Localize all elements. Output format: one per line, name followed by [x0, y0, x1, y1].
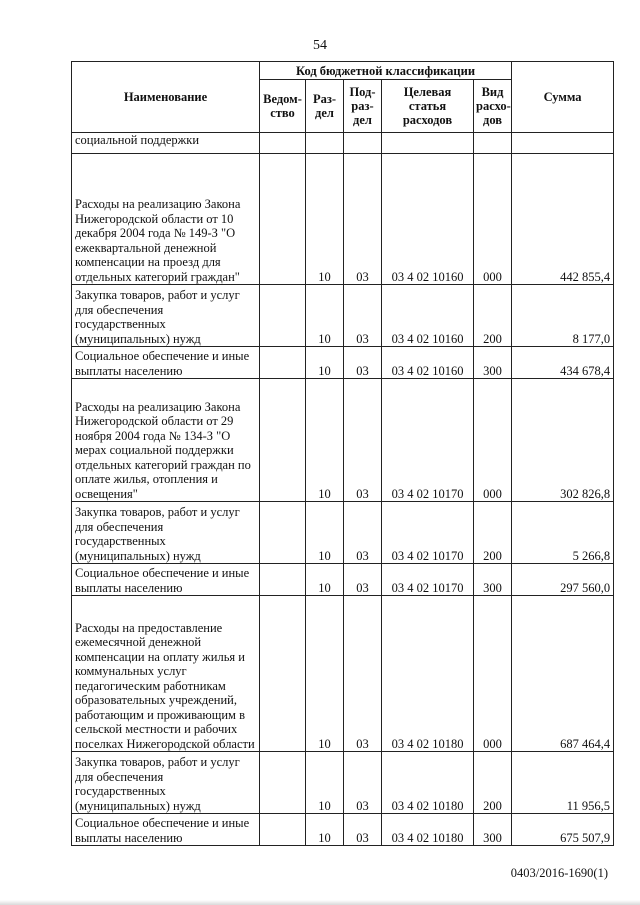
row-name: Социальное обеспечение и иные выплаты населению — [72, 564, 260, 596]
row-department — [260, 502, 306, 564]
row-subsection: 03 — [344, 814, 382, 846]
row-sum: 5 266,8 — [512, 502, 614, 564]
header-section: Раз-дел — [306, 80, 344, 133]
row-sum: 302 826,8 — [512, 379, 614, 502]
row-department — [260, 133, 306, 154]
table-row — [72, 379, 614, 502]
row-target-article: 03 4 02 10170 — [382, 379, 474, 502]
row-department — [260, 285, 306, 347]
table-body — [72, 133, 614, 846]
table-row — [72, 752, 614, 814]
header-department: Ведом-ство — [260, 80, 306, 133]
row-sum: 8 177,0 — [512, 285, 614, 347]
table-row — [72, 502, 614, 564]
row-target-article: 03 4 02 10180 — [382, 814, 474, 846]
table-row — [72, 564, 614, 596]
header-subsection: Под-раз-дел — [344, 80, 382, 133]
row-expense-type: 000 — [474, 154, 512, 285]
header-sum: Сумма — [512, 62, 614, 133]
row-department — [260, 596, 306, 752]
row-sum: 11 956,5 — [512, 752, 614, 814]
row-expense-type: 200 — [474, 752, 512, 814]
row-name: Закупка товаров, работ и услуг для обеспечения государственных (муниципальных) нужд — [72, 285, 260, 347]
page-number: 54 — [313, 38, 327, 53]
row-department — [260, 154, 306, 285]
row-target-article: 03 4 02 10160 — [382, 347, 474, 379]
table-header — [72, 62, 614, 133]
row-section: 10 — [306, 154, 344, 285]
row-section: 10 — [306, 285, 344, 347]
row-subsection: 03 — [344, 347, 382, 379]
row-expense-type — [474, 133, 512, 154]
row-section: 10 — [306, 596, 344, 752]
row-section: 10 — [306, 379, 344, 502]
row-section: 10 — [306, 502, 344, 564]
document-code: 0403/2016-1690(1) — [510, 866, 608, 880]
row-sum — [512, 133, 614, 154]
row-subsection: 03 — [344, 752, 382, 814]
header-name: Наименование — [72, 62, 260, 133]
row-expense-type: 300 — [474, 347, 512, 379]
row-department — [260, 752, 306, 814]
row-target-article: 03 4 02 10160 — [382, 154, 474, 285]
row-subsection: 03 — [344, 154, 382, 285]
row-expense-type: 200 — [474, 502, 512, 564]
row-sum: 675 507,9 — [512, 814, 614, 846]
row-sum: 434 678,4 — [512, 347, 614, 379]
row-expense-type: 200 — [474, 285, 512, 347]
row-department — [260, 564, 306, 596]
row-name: Закупка товаров, работ и услуг для обеспечения государственных (муниципальных) нужд — [72, 502, 260, 564]
row-name: Закупка товаров, работ и услуг для обеспечения государственных (муниципальных) нужд — [72, 752, 260, 814]
row-name: Социальное обеспечение и иные выплаты населению — [72, 347, 260, 379]
table-row — [72, 596, 614, 752]
row-expense-type: 300 — [474, 564, 512, 596]
row-name: Расходы на реализацию Закона Нижегородской области от 29 ноября 2004 года № 134-З "О мерах социальной поддержки отдельных категорий граждан по оплате жилья, отопления и освещения" — [72, 379, 260, 502]
row-expense-type: 000 — [474, 596, 512, 752]
row-expense-type: 000 — [474, 379, 512, 502]
row-section: 10 — [306, 564, 344, 596]
row-department — [260, 347, 306, 379]
header-expense-type: Вид расхо-дов — [474, 80, 512, 133]
row-target-article: 03 4 02 10180 — [382, 596, 474, 752]
row-sum: 297 560,0 — [512, 564, 614, 596]
row-sum: 687 464,4 — [512, 596, 614, 752]
header-classification-group: Код бюджетной классификации — [260, 62, 512, 80]
row-sum: 442 855,4 — [512, 154, 614, 285]
row-name: социальной поддержки — [72, 133, 260, 154]
row-subsection: 03 — [344, 379, 382, 502]
row-section: 10 — [306, 752, 344, 814]
row-expense-type: 300 — [474, 814, 512, 846]
row-name: Расходы на предоставление ежемесячной денежной компенсации на оплату жилья и коммунальных услуг педагогическим работникам образовательных учреждений, работающим и проживающим в сельской местности и рабочих поселках Нижегородской области — [72, 596, 260, 752]
row-target-article: 03 4 02 10160 — [382, 285, 474, 347]
row-name: Социальное обеспечение и иные выплаты населению — [72, 814, 260, 846]
header-target-article: Целевая статья расходов — [382, 80, 474, 133]
row-name: Расходы на реализацию Закона Нижегородской области от 10 декабря 2004 года № 149-З "О ежеквартальной денежной компенсации на проезд для отдельных категорий граждан" — [72, 154, 260, 285]
row-subsection: 03 — [344, 502, 382, 564]
table-row — [72, 347, 614, 379]
table-row — [72, 285, 614, 347]
table-row — [72, 154, 614, 285]
budget-table — [71, 61, 614, 846]
table-row — [72, 133, 614, 154]
row-section: 10 — [306, 347, 344, 379]
row-target-article: 03 4 02 10170 — [382, 564, 474, 596]
row-target-article — [382, 133, 474, 154]
row-subsection: 03 — [344, 564, 382, 596]
row-department — [260, 814, 306, 846]
row-subsection: 03 — [344, 285, 382, 347]
row-subsection: 03 — [344, 596, 382, 752]
row-section: 10 — [306, 814, 344, 846]
row-department — [260, 379, 306, 502]
row-target-article: 03 4 02 10170 — [382, 502, 474, 564]
row-target-article: 03 4 02 10180 — [382, 752, 474, 814]
row-section — [306, 133, 344, 154]
scan-edge-shadow — [0, 900, 640, 905]
row-subsection — [344, 133, 382, 154]
table-row — [72, 814, 614, 846]
